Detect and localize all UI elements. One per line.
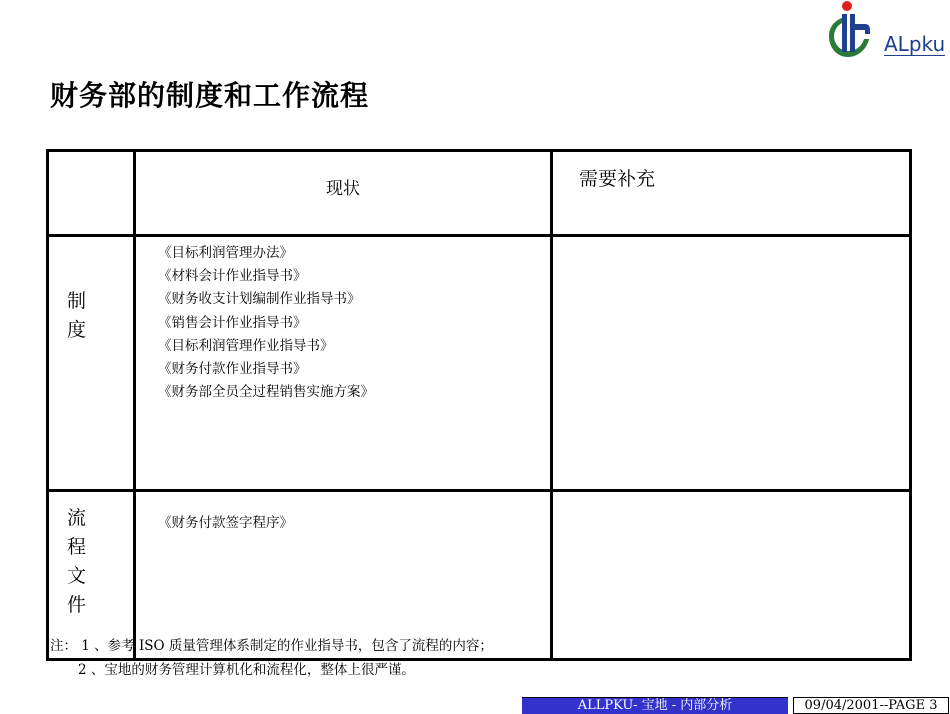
notes [50,634,493,682]
logo-emblem-icon [812,0,882,66]
row-label-char: 制 [67,290,87,312]
logo-wordmark: ALpku [884,32,946,56]
header-needs: 需要补充 [552,151,911,236]
regulations-list [135,236,552,491]
list-item: 《目标利润管理作业指导书》 [158,337,334,354]
row-label-char: 度 [67,319,87,341]
row-label-char: 程 [67,536,87,558]
list-item: 《财务收支计划编制作业指导书》 [158,291,361,308]
table-row [48,236,911,491]
allpku-logo [812,0,950,66]
note-line-2: 2 、宝地的财务管理计算机化和流程化，整体上很严谨。 [78,662,415,678]
footer-label: ALLPKU- 宝地 - 内部分析 [522,697,788,714]
list-item: 《财务部全员全过程销售实施方案》 [158,384,374,401]
row-label-char: 流 [67,507,87,529]
page-title: 财务部的制度和工作流程 [50,79,370,112]
row-label-char: 文 [67,565,87,587]
list-item: 《财务付款作业指导书》 [158,361,307,378]
list-item: 《目标利润管理办法》 [158,245,293,261]
comparison-table [46,149,912,661]
note-line-1: 注： 1 、参考 ISO 质量管理体系制定的作业指导书，包含了流程的内容； [50,638,493,654]
corner-cell [48,151,135,236]
table-header-row [48,151,911,236]
row-label-char: 件 [67,594,87,616]
list-item: 《财务付款签字程序》 [158,515,293,531]
process-needs-cell [552,491,911,660]
regulations-needs-cell [552,236,911,491]
list-item: 《销售会计作业指导书》 [158,314,307,331]
list-item: 《材料会计作业指导书》 [158,268,307,285]
row-label-regulations [48,236,135,491]
footer-page-info: 09/04/2001--PAGE 3 [793,697,949,714]
header-status: 现状 [135,151,552,236]
